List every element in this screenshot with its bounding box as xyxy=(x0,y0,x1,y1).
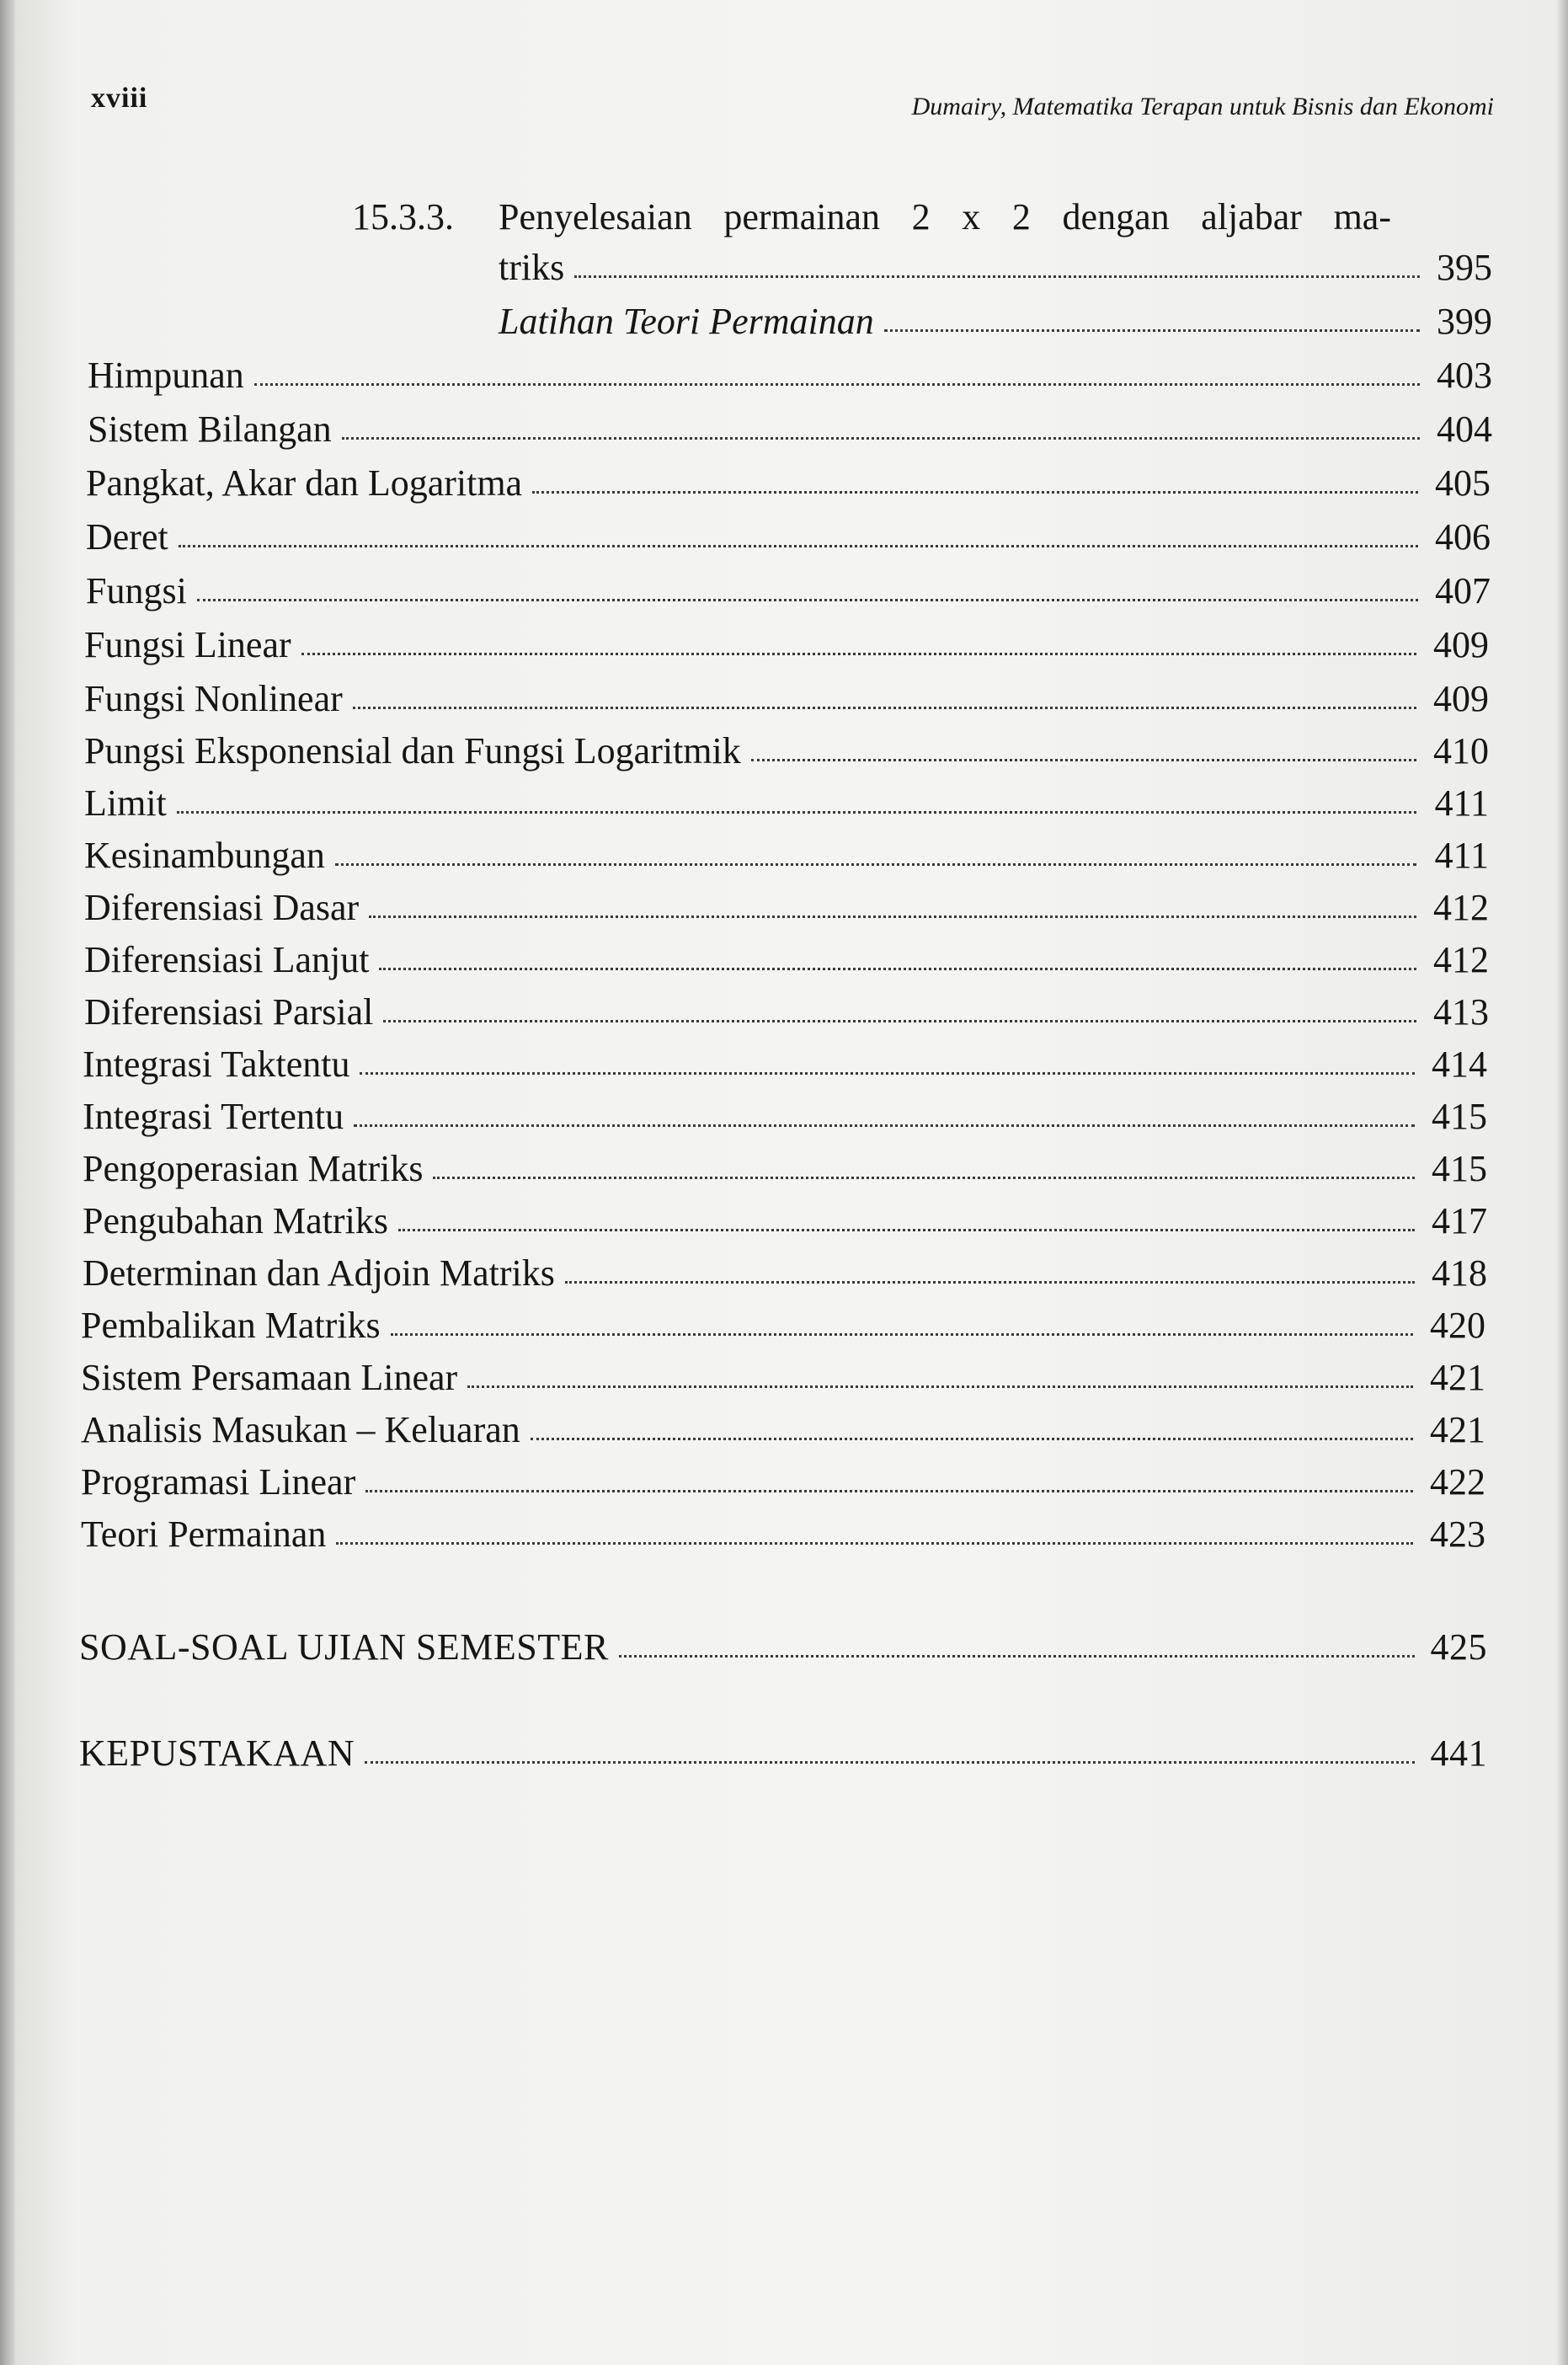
dot-leader xyxy=(179,545,1418,547)
toc-entry-page: 418 xyxy=(1432,1252,1487,1294)
toc-entry-page: 421 xyxy=(1430,1409,1485,1450)
toc-entry[interactable] xyxy=(84,837,1489,874)
toc-entry[interactable] xyxy=(83,1252,1487,1294)
dot-leader xyxy=(574,275,1420,278)
dot-leader xyxy=(254,383,1420,386)
toc-entry[interactable] xyxy=(86,462,1491,504)
toc-entry[interactable] xyxy=(86,570,1491,611)
toc-entry-page: 406 xyxy=(1435,516,1491,558)
dot-leader xyxy=(342,437,1420,440)
toc-entry-page: 425 xyxy=(1430,1626,1487,1668)
running-head: Dumairy, Matematika Terapan untuk Bisnis dan Ekonomi xyxy=(911,93,1494,120)
toc-entry-title: Fungsi xyxy=(86,570,187,611)
toc-entry[interactable] xyxy=(81,1409,1485,1450)
toc-entry-exams[interactable] xyxy=(79,1626,1487,1668)
toc-entry-page: 411 xyxy=(1434,782,1489,824)
toc-entry[interactable] xyxy=(86,516,1491,558)
dot-leader xyxy=(197,599,1418,601)
toc-entry-title: Teori Permainan xyxy=(81,1513,327,1555)
toc-entry-page: 403 xyxy=(1437,355,1492,396)
toc-entry-title: Diferensiasi Lanjut xyxy=(84,939,370,980)
toc-entry[interactable] xyxy=(83,1046,1487,1083)
toc-entry[interactable] xyxy=(84,939,1489,980)
toc-entry-title: Fungsi Linear xyxy=(84,624,291,665)
toc-entry-page: 410 xyxy=(1433,730,1489,771)
dot-leader xyxy=(365,1761,1415,1764)
dot-leader xyxy=(177,811,1416,814)
subsection-title-line1: Penyelesaian permainan 2 x 2 dengan aljabar ma- xyxy=(499,196,1391,238)
toc-entry-page: 409 xyxy=(1433,678,1489,719)
toc-entry-title: Limit xyxy=(84,782,167,824)
toc-entry[interactable] xyxy=(84,624,1489,665)
toc-entry-title: Determinan dan Adjoin Matriks xyxy=(83,1252,555,1294)
toc-entry-title: Latihan Teori Permainan xyxy=(499,301,874,342)
toc-entry-title: KEPUSTAKAAN xyxy=(79,1732,355,1774)
subsection-number: 15.3.3. xyxy=(352,196,454,238)
dot-leader xyxy=(360,1072,1415,1075)
toc-entry[interactable] xyxy=(83,1200,1487,1241)
toc-entry-title: Sistem Bilangan xyxy=(88,408,332,450)
toc-entry-page: 404 xyxy=(1437,408,1492,450)
toc-entry-title: Pengubahan Matriks xyxy=(83,1200,388,1241)
dot-leader xyxy=(751,759,1416,761)
toc-entry-title: Diferensiasi Parsial xyxy=(84,991,374,1033)
toc-entry[interactable] xyxy=(84,991,1489,1033)
toc-entry-title: Himpunan xyxy=(88,355,244,396)
dot-leader xyxy=(354,1124,1415,1127)
toc-entry-title: Integrasi Taktentu xyxy=(83,1044,350,1085)
dot-leader xyxy=(398,1229,1415,1231)
toc-entry[interactable] xyxy=(84,678,1489,719)
toc-entry[interactable] xyxy=(83,1098,1487,1135)
dot-leader xyxy=(433,1177,1415,1179)
dot-leader xyxy=(335,863,1416,866)
dot-leader xyxy=(619,1655,1415,1658)
toc-entry-title: Programasi Linear xyxy=(81,1461,356,1503)
dot-leader xyxy=(365,1490,1413,1492)
toc-entry-page: 417 xyxy=(1432,1200,1487,1241)
toc-entry-page: 413 xyxy=(1433,991,1489,1033)
toc-entry-page: 399 xyxy=(1437,301,1492,342)
toc-entry-page: 412 xyxy=(1433,887,1489,928)
toc-entry-page: 414 xyxy=(1432,1044,1487,1085)
toc-entry-page: 411 xyxy=(1434,835,1489,876)
toc-entry[interactable] xyxy=(84,889,1489,926)
toc-entry-page: 405 xyxy=(1435,462,1491,504)
dot-leader xyxy=(369,916,1416,918)
toc-entry-title: Kesinambungan xyxy=(84,835,325,876)
toc-entry-page: 415 xyxy=(1432,1148,1487,1189)
dot-leader xyxy=(391,1333,1413,1336)
toc-entry-title: Fungsi Nonlinear xyxy=(84,678,343,719)
dot-leader xyxy=(531,1438,1413,1440)
toc-entry-title: Diferensiasi Dasar xyxy=(84,887,360,928)
toc-entry[interactable] xyxy=(88,408,1492,450)
toc-entry-title: Pembalikan Matriks xyxy=(81,1305,381,1346)
toc-entry[interactable] xyxy=(81,1359,1485,1396)
toc-entry[interactable] xyxy=(84,730,1489,771)
toc-entry-title: Pungsi Eksponensial dan Fungsi Logaritmik xyxy=(84,730,741,771)
toc-entry[interactable] xyxy=(81,1513,1485,1555)
dot-leader xyxy=(884,329,1420,332)
toc-entry[interactable] xyxy=(83,1150,1487,1188)
dot-leader xyxy=(353,707,1416,709)
toc-entry-title: Pengoperasian Matriks xyxy=(83,1148,424,1189)
toc-entry-page: 441 xyxy=(1430,1732,1487,1774)
page-edge xyxy=(1556,0,1568,2365)
toc-entry-exercise[interactable] xyxy=(499,303,1492,340)
toc-entry[interactable] xyxy=(84,782,1489,824)
toc-entry-title: Integrasi Tertentu xyxy=(83,1096,344,1137)
dot-leader xyxy=(379,968,1416,970)
toc-entry-page: 423 xyxy=(1430,1513,1485,1555)
dot-leader xyxy=(532,491,1418,494)
toc-entry-title: Sistem Persamaan Linear xyxy=(81,1357,458,1398)
toc-entry-page: 412 xyxy=(1433,939,1489,980)
dot-leader xyxy=(383,1020,1416,1022)
toc-entry[interactable] xyxy=(88,357,1492,394)
dot-leader xyxy=(301,653,1416,655)
toc-entry-page: 395 xyxy=(1437,247,1492,288)
toc-entry-page: 407 xyxy=(1435,570,1491,611)
toc-entry[interactable] xyxy=(81,1461,1485,1503)
toc-entry-title: Deret xyxy=(86,516,168,558)
toc-entry-subsection[interactable] xyxy=(499,249,1492,286)
toc-entry-page: 420 xyxy=(1430,1305,1485,1346)
toc-entry[interactable] xyxy=(81,1307,1485,1344)
dot-leader xyxy=(467,1385,1413,1388)
page-number: xviii xyxy=(91,83,148,114)
toc-entry-title: Pangkat, Akar dan Logaritma xyxy=(86,462,523,504)
toc-entry-page: 422 xyxy=(1430,1461,1485,1503)
toc-entry-title: triks xyxy=(499,247,565,288)
toc-entry-page: 415 xyxy=(1432,1096,1487,1137)
page-binding-shadow xyxy=(0,0,15,2365)
dot-leader xyxy=(336,1542,1413,1545)
toc-entry-page: 421 xyxy=(1430,1357,1485,1398)
toc-entry-page: 409 xyxy=(1433,624,1489,665)
toc-entry-bibliography[interactable] xyxy=(79,1732,1487,1774)
toc-entry-title: Analisis Masukan – Keluaran xyxy=(81,1409,520,1450)
toc-entry-title: SOAL-SOAL UJIAN SEMESTER xyxy=(79,1626,609,1668)
dot-leader xyxy=(565,1281,1415,1284)
